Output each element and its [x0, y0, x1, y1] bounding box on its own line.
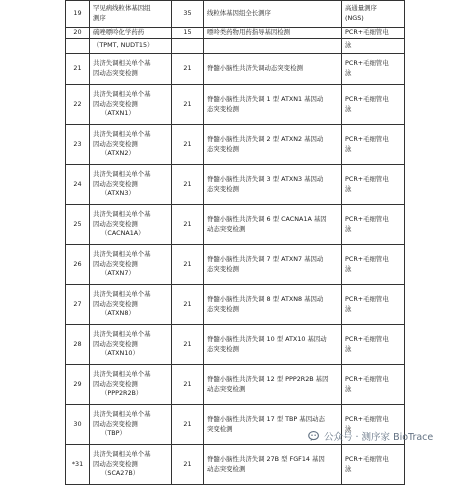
test-content-cell-line: 动态突变检测	[207, 224, 246, 233]
row-number-cell: 29	[66, 365, 90, 405]
item-name-cell	[90, 245, 172, 285]
method-cell	[342, 85, 405, 125]
item-name-cell	[90, 205, 172, 245]
test-content-cell	[204, 165, 342, 205]
item-name-cell-line: （ATXN7）	[101, 269, 135, 278]
item-name-cell-line: 因动态突变检测	[93, 299, 138, 308]
table-row	[66, 285, 405, 325]
test-content-cell-line: 脊髓小脑性共济失调 12 型 PPP2R2B 基因	[207, 374, 329, 383]
code-cell: 21	[172, 325, 204, 365]
test-content-cell-line: 脊髓小脑性共济失调 6 型 CACNA1A 基因	[207, 214, 327, 223]
item-name-cell-line: （TBP）	[101, 429, 126, 438]
code-cell: 21	[172, 205, 204, 245]
code-cell	[172, 39, 204, 54]
item-name-cell-line: 共济失调相关单个基	[93, 89, 151, 98]
method-cell-line: 泳	[345, 224, 352, 233]
item-name-cell-line: 因动态突变检测	[93, 379, 138, 388]
test-content-cell	[204, 39, 342, 54]
method-cell-line: PCR+毛细管电	[345, 94, 389, 103]
item-name-cell-line: （ATXN1）	[101, 109, 135, 118]
table-row	[66, 205, 405, 245]
item-name-cell-line: 罕见病线粒体基因组	[93, 4, 151, 13]
item-name-cell-line: 共济失调相关单个基	[93, 249, 151, 258]
table-row	[66, 39, 405, 54]
test-content-cell-line: 脊髓小脑性共济失调 27B 型 FGF14 基因	[207, 454, 325, 463]
table-row	[66, 245, 405, 285]
item-name-cell-line: 共济失调相关单个基	[93, 409, 151, 418]
method-cell	[342, 165, 405, 205]
test-content-cell-line: 态突变检测	[207, 304, 239, 313]
test-content-cell-line: 脊髓小脑性共济失调 8 型 ATXN8 基因动	[207, 294, 324, 303]
method-cell	[342, 205, 405, 245]
method-cell-line: PCR+毛细管电	[345, 334, 389, 343]
method-cell-line: 泳	[345, 344, 352, 353]
watermark-text: 公众号 · 测序家 BioTrace	[324, 432, 434, 443]
method-cell-line: PCR+毛细管电	[345, 454, 389, 463]
method-cell-line: 泳	[345, 424, 352, 433]
test-content-cell-line: 脊髓小脑性共济失调 10 型 ATX10 基因动	[207, 334, 327, 343]
test-content-cell-line: 线粒体基因组全长测序	[207, 9, 271, 18]
item-name-cell-line: （ATXN8）	[101, 309, 135, 318]
method-cell-line: PCR+毛细管电	[345, 134, 389, 143]
item-name-cell-line: 共济失调相关单个基	[93, 59, 151, 68]
item-name-cell-line: 因动态突变检测	[93, 99, 138, 108]
test-content-cell	[204, 245, 342, 285]
item-name-cell	[90, 365, 172, 405]
row-number-cell: 22	[66, 85, 90, 125]
method-cell-line: PCR+毛细管电	[345, 59, 389, 68]
test-content-cell-line: 脊髓小脑性共济失调 3 型 ATXN3 基因动	[207, 174, 324, 183]
item-name-cell-line: （SCA27B）	[101, 469, 140, 478]
item-name-cell-line: （TPMT, NUDT15）	[93, 41, 154, 50]
item-name-cell	[90, 39, 172, 54]
method-cell-line: 泳	[345, 41, 352, 50]
method-cell-line: PCR+毛细管电	[345, 28, 389, 37]
test-content-cell-line: 态突变检测	[207, 104, 239, 113]
test-content-cell-line: 态突变检测	[207, 264, 239, 273]
method-cell	[342, 245, 405, 285]
code-cell: 21	[172, 54, 204, 85]
test-content-cell	[204, 365, 342, 405]
method-cell	[342, 125, 405, 165]
item-name-cell-line: 因动态突变检测	[93, 69, 138, 77]
item-name-cell	[90, 445, 172, 485]
row-number-cell: 27	[66, 285, 90, 325]
method-cell-line: 高通量测序	[345, 4, 377, 13]
row-number-cell: 28	[66, 325, 90, 365]
test-content-cell-line: 嘌呤类药物用药指导基因检测	[207, 28, 291, 37]
method-cell	[342, 285, 405, 325]
method-cell	[342, 39, 405, 54]
item-name-cell-line: 共济失调相关单个基	[93, 369, 151, 378]
test-content-cell	[204, 54, 342, 85]
test-content-cell-line: 脊髓小脑性共济失调 2 型 ATXN2 基因动	[207, 134, 324, 143]
wechat-bubble-icon	[308, 430, 321, 443]
item-name-cell-line: 硫唑嘌呤化学药药	[93, 28, 145, 37]
item-name-cell	[90, 125, 172, 165]
code-cell: 21	[172, 365, 204, 405]
test-content-cell-line: 态突变检测	[207, 344, 239, 353]
code-cell: 21	[172, 85, 204, 125]
method-cell-line: 泳	[345, 304, 352, 313]
table-row	[66, 165, 405, 205]
row-number-cell: 30	[66, 405, 90, 445]
row-number-cell: 20	[66, 28, 90, 39]
item-name-cell-line: 因动态突变检测	[93, 139, 138, 148]
test-content-cell-line: 动态突变检测	[207, 384, 246, 393]
code-cell: 35	[172, 1, 204, 28]
item-name-cell	[90, 405, 172, 445]
code-cell: 21	[172, 285, 204, 325]
table-row	[66, 28, 405, 39]
item-name-cell-line: （ATXN3）	[101, 189, 135, 198]
test-content-cell	[204, 125, 342, 165]
code-cell: 21	[172, 445, 204, 485]
method-cell	[342, 325, 405, 365]
code-cell: 21	[172, 405, 204, 445]
row-number-cell: 21	[66, 54, 90, 85]
item-name-cell	[90, 165, 172, 205]
test-content-cell	[204, 445, 342, 485]
table-row	[66, 85, 405, 125]
table-row	[66, 125, 405, 165]
item-name-cell-line: 共济失调相关单个基	[93, 449, 151, 458]
method-cell	[342, 445, 405, 485]
method-cell-line: 泳	[345, 464, 352, 473]
table-row	[66, 54, 405, 85]
item-name-cell-line: 因动态突变检测	[93, 219, 138, 228]
table-row	[66, 1, 405, 28]
test-content-cell-line: 脊髓小脑性共济失调动态突变检测	[207, 64, 303, 73]
code-cell: 21	[172, 125, 204, 165]
item-name-cell-line: （PPP2R2B）	[101, 389, 143, 398]
row-number-cell	[66, 39, 90, 54]
table-row	[66, 325, 405, 365]
method-cell-line: PCR+毛细管电	[345, 294, 389, 303]
item-name-cell-line: 共济失调相关单个基	[93, 209, 151, 218]
method-cell-line: 泳	[345, 104, 352, 113]
item-name-cell-line: 共济失调相关单个基	[93, 289, 151, 298]
item-name-cell-line: 共济失调相关单个基	[93, 329, 151, 338]
item-name-cell-line: 测序	[93, 14, 106, 22]
item-name-cell-line: 因动态突变检测	[93, 339, 138, 348]
test-content-cell	[204, 205, 342, 245]
test-content-cell-line: 态突变检测	[207, 184, 239, 193]
table-row	[66, 365, 405, 405]
watermark	[308, 428, 433, 444]
item-name-cell-line: 因动态突变检测	[93, 259, 138, 268]
item-name-cell-line: 因动态突变检测	[93, 459, 138, 468]
item-name-cell	[90, 1, 172, 28]
row-number-cell: 19	[66, 1, 90, 28]
item-name-cell-line: （CACNA1A）	[101, 229, 145, 238]
method-cell	[342, 28, 405, 39]
item-name-cell	[90, 325, 172, 365]
row-number-cell: 24	[66, 165, 90, 205]
method-cell-line: PCR+毛细管电	[345, 374, 389, 383]
test-content-cell	[204, 285, 342, 325]
test-content-cell	[204, 28, 342, 39]
method-cell-line: 泳	[345, 144, 352, 153]
item-name-cell	[90, 85, 172, 125]
row-number-cell: 23	[66, 125, 90, 165]
method-cell-line: 泳	[345, 184, 352, 193]
code-cell: 15	[172, 28, 204, 39]
item-name-cell-line: 因动态突变检测	[93, 419, 138, 428]
method-cell-line: PCR+毛细管电	[345, 414, 389, 423]
test-content-cell-line: 脊髓小脑性共济失调 1 型 ATXN1 基因动	[207, 94, 324, 103]
test-items-table	[65, 0, 405, 485]
item-name-cell-line: 共济失调相关单个基	[93, 169, 151, 178]
table-body	[66, 1, 405, 485]
item-name-cell-line: （ATXN10）	[101, 349, 139, 358]
test-content-cell-line: 脊髓小脑性共济失调 7 型 ATXN7 基因动	[207, 254, 324, 263]
test-content-cell-line: 动态突变检测	[207, 464, 246, 473]
method-cell-line: 泳	[345, 264, 352, 273]
code-cell: 21	[172, 165, 204, 205]
method-cell-line: PCR+毛细管电	[345, 174, 389, 183]
item-name-cell-line: 共济失调相关单个基	[93, 129, 151, 138]
item-name-cell-line: （ATXN2）	[101, 149, 135, 158]
item-name-cell	[90, 285, 172, 325]
test-content-cell	[204, 85, 342, 125]
method-cell-line: PCR+毛细管电	[345, 254, 389, 263]
method-cell-line: PCR+毛细管电	[345, 214, 389, 223]
method-cell	[342, 365, 405, 405]
method-cell-line: (NGS)	[345, 14, 364, 22]
method-cell-line: 泳	[345, 69, 352, 77]
table-row	[66, 445, 405, 485]
test-content-cell-line: 脊髓小脑性共济失调 17 型 TBP 基因动态	[207, 414, 325, 423]
code-cell: 21	[172, 245, 204, 285]
test-content-cell	[204, 325, 342, 365]
row-number-cell: 26	[66, 245, 90, 285]
item-name-cell	[90, 54, 172, 85]
method-cell-line: 泳	[345, 384, 352, 393]
row-number-cell: 25	[66, 205, 90, 245]
test-content-cell-line: 突变检测	[207, 424, 233, 433]
item-name-cell	[90, 28, 172, 39]
row-number-cell: *31	[66, 445, 90, 485]
method-cell	[342, 1, 405, 28]
method-cell	[342, 54, 405, 85]
test-content-cell	[204, 1, 342, 28]
item-name-cell-line: 因动态突变检测	[93, 179, 138, 188]
test-content-cell-line: 态突变检测	[207, 144, 239, 153]
